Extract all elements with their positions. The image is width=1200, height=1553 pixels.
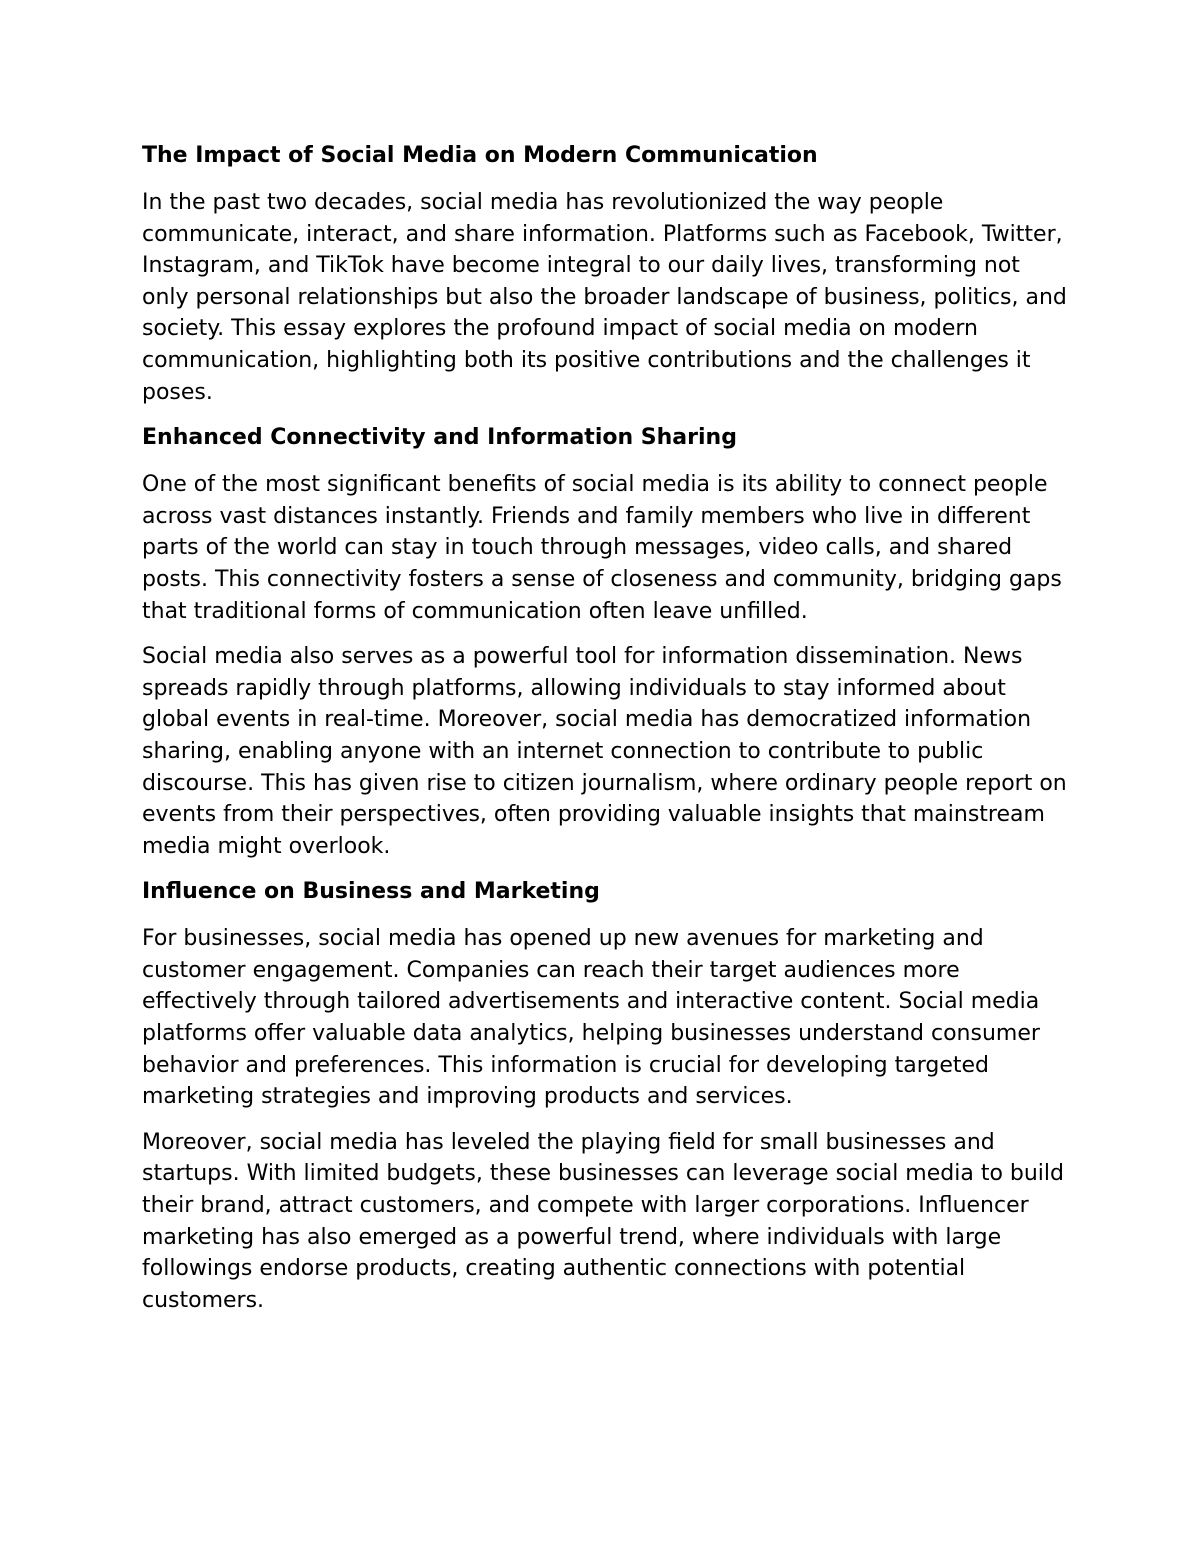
intro-paragraph: In the past two decades, social media has revolutionized the way people communicate, interact, and share information. Platforms such as Facebook, Twitter, Instagram, and TikTok have become integral to our daily lives, transforming not only personal relationships but also the broader landscape of business, politics, and society. This essay explores the profound impact of social media on modern communication, highlighting both its positive contributions and the challenges it poses. [142,190,1067,405]
document-body [142,140,1067,1330]
document-title: The Impact of Social Media on Modern Communication [142,143,818,168]
paragraph: Social media also serves as a powerful tool for information dissemination. News spreads rapidly through platforms, allowing individuals to stay informed about global events in real-time. Moreover, social media has democratized information sharing, enabling anyone with an internet connection to contribute to public discourse. This has given rise to citizen journalism, where ordinary people report on events from their perspectives, often providing valuable insights that mainstream media might overlook. [142,644,1067,859]
section-heading-connectivity: Enhanced Connectivity and Information Sharing [142,425,737,451]
paragraph: One of the most significant benefits of social media is its ability to connect people across vast distances instantly. Friends and family members who live in different parts of the world can stay in touch through messages, video calls, and shared posts. This connectivity fosters a sense of closeness and community, bridging gaps that traditional forms of communication often leave unfilled. [142,472,1062,624]
paragraph: For businesses, social media has opened up new avenues for marketing and customer engagement. Companies can reach their target audiences more effectively through tailored advertisements and interactive content. Social media platforms offer valuable data analytics, helping businesses understand consumer behavior and preferences. This information is crucial for developing targeted marketing strategies and improving products and services. [142,926,1040,1110]
section-heading-business: Influence on Business and Marketing [142,879,600,905]
paragraph: Moreover, social media has leveled the playing field for small businesses and startups. With limited budgets, these businesses can leverage social media to build their brand, attract customers, and compete with larger corporations. Influencer marketing has also emerged as a powerful trend, where individuals with large followings endorse products, creating authentic connections with potential customers. [142,1129,1064,1313]
